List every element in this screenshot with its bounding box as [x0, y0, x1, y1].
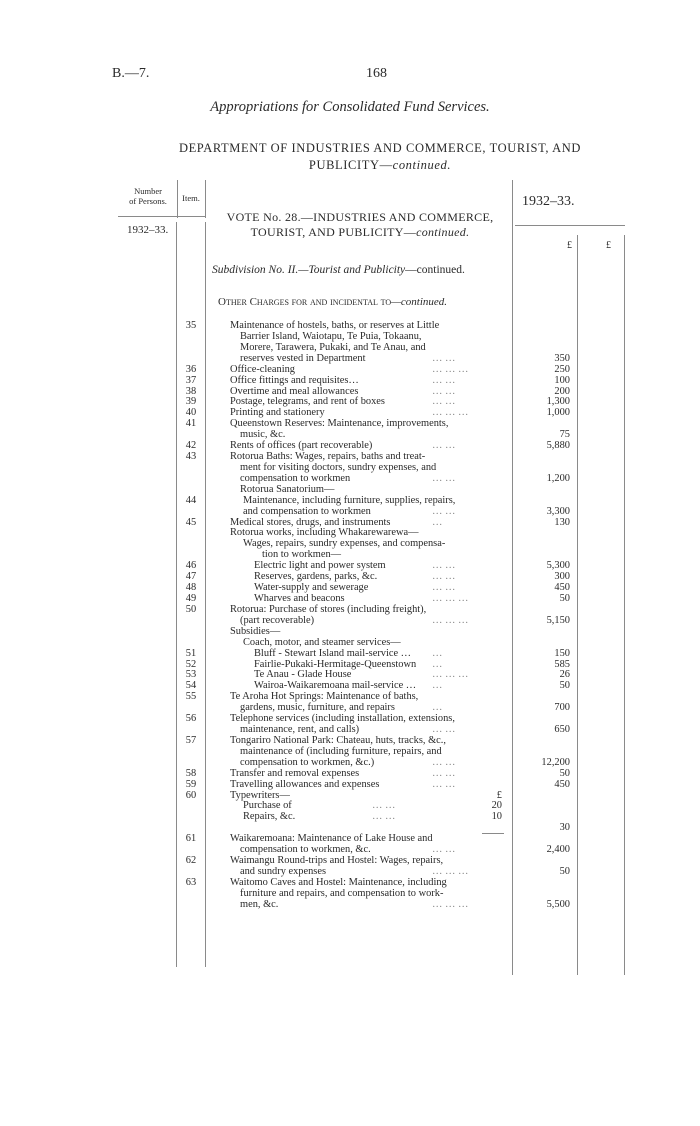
dot-leader: …	[432, 647, 443, 659]
item-number: 62	[185, 855, 197, 867]
amount: 700	[554, 702, 570, 714]
rule	[624, 235, 625, 975]
dot-leader: … …	[432, 396, 456, 408]
pound-symbol-2: £	[606, 240, 611, 251]
item-number: 37	[185, 374, 197, 386]
subdivision-heading	[212, 264, 465, 276]
page-number: 168	[366, 66, 387, 81]
item-number: 63	[185, 876, 197, 888]
line-text: Waikaremoana: Maintenance of Lake House and	[230, 833, 433, 845]
amount: 450	[554, 582, 570, 594]
vote-continued: continued.	[416, 225, 470, 239]
item-number: 51	[185, 647, 197, 659]
amount: 350	[554, 352, 570, 364]
line-text: Waitomo Caves and Hostel: Maintenance, including	[230, 876, 447, 888]
dot-leader: … …	[432, 472, 456, 484]
line-text: furniture and repairs, and compensation to work-	[240, 887, 444, 899]
rule	[118, 216, 206, 217]
section-heading	[218, 296, 447, 308]
line-text: Fairlie-Pukaki-Hermitage-Queenstown	[254, 658, 417, 670]
item-number: 52	[185, 658, 197, 670]
pound-symbol-1: £	[567, 240, 572, 251]
line-text: Maintenance, including furniture, supplies, repairs,	[243, 494, 456, 506]
line-text: Wairoa-Waikaremoana mail-service …	[254, 680, 417, 692]
department-line-2: PUBLICITY—	[308, 158, 393, 172]
line-text: Rotorua Sanatorium—	[240, 483, 335, 495]
dot-leader: … …	[432, 352, 456, 364]
sub-amount: £	[496, 789, 502, 801]
line-text: and sundry expenses	[240, 866, 326, 877]
dot-leader: …	[432, 680, 443, 692]
line-text: Travelling allowances and expenses	[230, 778, 380, 790]
item-number: 61	[185, 833, 197, 845]
item-number: 40	[185, 407, 197, 419]
amount: 585	[554, 658, 570, 670]
line-text: Te Aroha Hot Springs: Maintenance of baths,	[230, 691, 419, 703]
subdivision-continued: —continued.	[405, 264, 465, 276]
line-text: Printing and stationery	[230, 407, 325, 419]
department-line-1: DEPARTMENT OF INDUSTRIES AND COMMERCE, TOURIST, AND	[178, 141, 582, 155]
dot-leader: … …	[432, 440, 456, 452]
line-text: Transfer and removal expenses	[230, 767, 360, 779]
dot-leader: … …	[432, 844, 456, 856]
item-number: 50	[185, 603, 197, 615]
line-text: Bluff - Stewart Island mail-service …	[254, 647, 412, 659]
line-text: Electric light and power system	[254, 560, 386, 572]
dot-leader: … …	[432, 724, 456, 736]
amount: 5,150	[546, 614, 570, 626]
item-number: 46	[185, 560, 197, 572]
line-text: Typewriters—	[230, 789, 290, 801]
amount: 650	[554, 724, 570, 736]
line-text: Queenstown Reserves: Maintenance, improvements,	[230, 418, 449, 430]
dot-leader: … … …	[432, 614, 469, 626]
line-text: Waimangu Round-trips and Hostel: Wages, repairs,	[230, 855, 444, 867]
dot-leader: … …	[432, 560, 456, 572]
amount: 2,400	[546, 844, 570, 856]
amount: 250	[554, 363, 570, 375]
subdivision-label: Subdivision No. II.—Tourist and Publicity	[212, 264, 406, 276]
department-continued: continued.	[392, 158, 452, 172]
line-text: Telephone services (including installation, extensions,	[230, 713, 455, 725]
line-text: music, &c.	[240, 429, 286, 441]
dot-leader: … … …	[432, 669, 469, 681]
item-number: 59	[185, 778, 197, 790]
line-text: Wharves and beacons	[254, 593, 345, 604]
item-header: Item.	[182, 193, 200, 203]
line-text: Te Anau - Glade House	[254, 669, 352, 681]
line-text: compensation to workmen, &c.)	[240, 756, 375, 768]
dot-leader: … …	[432, 571, 456, 583]
amount: 1,000	[546, 407, 570, 419]
year-right: 1932–33.	[522, 194, 575, 209]
department-heading	[150, 140, 610, 174]
item-number: 54	[185, 680, 197, 692]
rule	[177, 180, 178, 218]
item-number: 41	[185, 418, 197, 430]
dot-leader: …	[432, 702, 443, 714]
amount: 300	[554, 571, 570, 583]
line-text: Rotorua works, including Whakarewarewa—	[230, 527, 419, 539]
line-text: maintenance of (including furniture, repairs, and	[240, 745, 442, 757]
line-text: Morere, Tarawera, Pukaki, and Te Anau, and	[240, 341, 426, 353]
rule	[515, 225, 625, 226]
dot-leader: … … …	[432, 898, 469, 910]
dot-leader: … …	[432, 767, 456, 779]
item-number: 58	[185, 767, 197, 779]
line-text: Repairs, &c.	[243, 811, 296, 823]
line-text: Purchase of	[243, 800, 292, 812]
amount: 50	[559, 680, 570, 692]
rule	[205, 180, 206, 218]
dot-leader: … … …	[432, 866, 469, 877]
item-number: 60	[185, 789, 197, 801]
dot-leader: … …	[372, 811, 396, 823]
amount: 200	[554, 385, 570, 397]
dot-leader: … … …	[432, 407, 469, 419]
line-text: compensation to workmen, &c.	[240, 844, 371, 856]
amount: 450	[554, 778, 570, 790]
line-text: Medical stores, drugs, and instruments	[230, 516, 391, 528]
line-text: Maintenance of hostels, baths, or reserves at Little	[230, 320, 440, 331]
section-label: Other Charges for and incidental to	[218, 296, 392, 308]
dot-leader: … … …	[432, 363, 469, 375]
line-text: tion to workmen—	[262, 549, 342, 561]
line-text: Tongariro National Park: Chateau, huts, tracks, &c.,	[230, 734, 446, 746]
line-text: Coach, motor, and steamer services—	[243, 636, 401, 648]
amount: 50	[559, 767, 570, 779]
amount: 30	[559, 822, 570, 834]
vote-line-1: VOTE No. 28.—INDUSTRIES AND COMMERCE,	[226, 210, 494, 224]
amount: 50	[559, 593, 570, 604]
line-text: Overtime and meal allowances	[230, 385, 359, 397]
line-text: Reserves, gardens, parks, &c.	[254, 571, 378, 583]
rule	[176, 222, 177, 967]
dot-leader: … …	[432, 385, 456, 397]
item-number: 48	[185, 582, 197, 594]
line-text: Rents of offices (part recoverable)	[230, 440, 373, 452]
line-text: Subsidies—	[230, 625, 281, 637]
item-number: 45	[185, 516, 197, 528]
dot-leader: … …	[432, 756, 456, 768]
sub-amount: 20	[491, 800, 502, 812]
vote-line-2: TOURIST, AND PUBLICITY—	[250, 225, 417, 239]
line-text: Barrier Island, Waiotapu, Te Puia, Tokaanu,	[240, 330, 422, 342]
year-left: 1932–33.	[127, 224, 169, 236]
rule	[205, 222, 206, 967]
amount: 26	[559, 669, 570, 681]
amount: 5,880	[546, 440, 570, 452]
persons-label: of Persons.	[129, 196, 167, 206]
line-text: men, &c.	[240, 898, 279, 910]
amount: 50	[559, 866, 570, 877]
dot-leader: … …	[432, 582, 456, 594]
item-number: 49	[185, 593, 197, 604]
item-number: 55	[185, 691, 197, 703]
line-text: Rotorua: Purchase of stores (including freight),	[230, 603, 427, 615]
item-number: 56	[185, 713, 197, 725]
line-text: Postage, telegrams, and rent of boxes	[230, 396, 385, 408]
item-number: 44	[185, 494, 197, 506]
line-text: and compensation to workmen	[243, 505, 371, 517]
amount: 1,200	[546, 472, 570, 484]
amount: 1,300	[546, 396, 570, 408]
section-continued: —continued.	[391, 296, 448, 308]
subtotal-rule	[482, 833, 504, 834]
amount: 150	[554, 647, 570, 659]
line-text: Wages, repairs, sundry expenses, and compensa-	[243, 538, 446, 550]
item-number: 53	[185, 669, 197, 681]
dot-leader: …	[432, 658, 443, 670]
vote-heading	[210, 210, 510, 240]
amount: 5,500	[546, 898, 570, 910]
rule	[577, 235, 578, 975]
amount: 12,200	[541, 756, 570, 768]
page-title: Appropriations for Consolidated Fund Services.	[210, 99, 490, 115]
amount: 3,300	[546, 505, 570, 517]
item-number: 42	[185, 440, 197, 452]
sub-amount: 10	[491, 811, 502, 823]
dot-leader: … …	[432, 778, 456, 790]
item-number: 43	[185, 451, 197, 463]
line-text: reserves vested in Department	[240, 352, 366, 364]
item-number: 35	[185, 320, 197, 331]
amount: 5,300	[546, 560, 570, 572]
line-text: Water-supply and sewerage	[254, 582, 369, 594]
line-text: Office fittings and requisites…	[230, 374, 359, 386]
line-text: ment for visiting doctors, sundry expenses, and	[240, 461, 437, 473]
dot-leader: … …	[432, 374, 456, 386]
line-text: Office-cleaning	[230, 363, 296, 375]
line-text: Rotorua Baths: Wages, repairs, baths and treat-	[230, 451, 426, 463]
line-text: gardens, music, furniture, and repairs	[240, 702, 395, 714]
dot-leader: … …	[432, 505, 456, 517]
dot-leader: … … …	[432, 593, 469, 604]
dot-leader: … …	[372, 800, 396, 812]
item-number: 57	[185, 734, 197, 746]
rule	[512, 180, 513, 975]
line-text: compensation to workmen	[240, 472, 351, 484]
number-of-persons-header	[118, 186, 178, 206]
item-number: 39	[185, 396, 197, 408]
amount: 75	[559, 429, 570, 441]
line-text: maintenance, rent, and calls)	[240, 724, 360, 736]
number-label: Number	[134, 186, 162, 196]
item-number: 36	[185, 363, 197, 375]
dot-leader: …	[432, 516, 443, 528]
page-reference: B.—7.	[112, 66, 150, 81]
item-number: 38	[185, 385, 197, 397]
item-number: 47	[185, 571, 197, 583]
amount: 130	[554, 516, 570, 528]
amount: 100	[554, 374, 570, 386]
line-text: (part recoverable)	[240, 614, 315, 626]
